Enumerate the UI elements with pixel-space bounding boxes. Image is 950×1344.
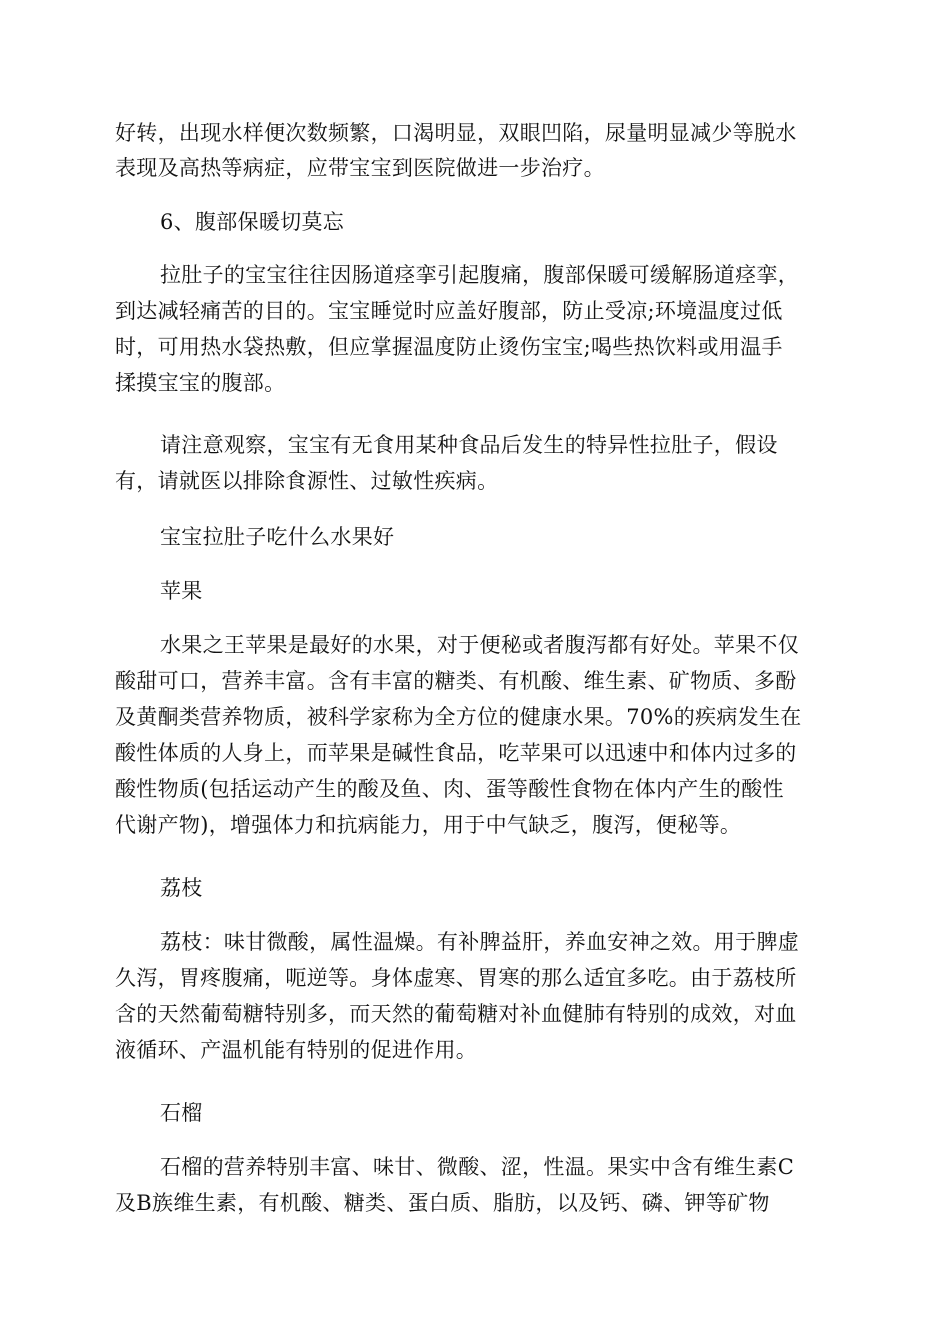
text-line: 石榴的营养特别丰富、味甘、微酸、涩，性温。果实中含有维生素C	[160, 1155, 795, 1179]
text-line: 时，可用热水袋热敷，但应掌握温度防止烫伤宝宝;喝些热饮料或用温手	[115, 335, 783, 359]
section-heading: 苹果	[160, 579, 203, 603]
text-line: 好转，出现水样便次数频繁，口渴明显，双眼凹陷，尿量明显减少等脱水	[115, 121, 797, 145]
section-heading: 宝宝拉肚子吃什么水果好	[160, 525, 395, 549]
text-line: 酸甜可口，营养丰富。含有丰富的糖类、有机酸、维生素、矿物质、多酚	[115, 669, 797, 693]
section-heading: 石榴	[160, 1101, 203, 1125]
text-line: 水果之王苹果是最好的水果，对于便秘或者腹泻都有好处。苹果不仅	[160, 633, 799, 657]
text-line: 请注意观察，宝宝有无食用某种食品后发生的特异性拉肚子，假设	[160, 433, 778, 457]
text-line: 酸性物质(包括运动产生的酸及鱼、肉、蛋等酸性食物在体内产生的酸性	[115, 777, 784, 801]
text-line: 拉肚子的宝宝往往因肠道痉挛引起腹痛，腹部保暖可缓解肠道痉挛，	[160, 263, 799, 287]
text-line: 荔枝：味甘微酸，属性温燥。有补脾益肝，养血安神之效。用于脾虚	[160, 930, 799, 954]
text-line: 及B族维生素，有机酸、糖类、蛋白质、脂肪，以及钙、磷、钾等矿物	[115, 1191, 770, 1215]
section-heading: 荔枝	[160, 876, 203, 900]
text-line: 揉摸宝宝的腹部。	[115, 371, 286, 395]
text-line: 液循环、产温机能有特别的促进作用。	[115, 1038, 478, 1062]
text-line: 表现及高热等病症，应带宝宝到医院做进一步治疗。	[115, 156, 605, 180]
text-line: 有，请就医以排除食源性、过敏性疾病。	[115, 469, 499, 493]
text-line: 酸性体质的人身上，而苹果是碱性食品，吃苹果可以迅速中和体内过多的	[115, 741, 797, 765]
text-line: 含的天然葡萄糖特别多，而天然的葡萄糖对补血健肺有特别的成效，对血	[115, 1002, 797, 1026]
text-line: 代谢产物)，增强体力和抗病能力，用于中气缺乏，腹泻，便秘等。	[115, 813, 742, 837]
text-line: 久泻，胃疼腹痛，呃逆等。身体虚寒、胃寒的那么适宜多吃。由于荔枝所	[115, 966, 797, 990]
text-line: 及黄酮类营养物质，被科学家称为全方位的健康水果。70%的疾病发生在	[115, 705, 802, 729]
text-line: 到达减轻痛苦的目的。宝宝睡觉时应盖好腹部，防止受凉;环境温度过低	[115, 299, 783, 323]
section-heading: 6、腹部保暖切莫忘	[160, 210, 345, 234]
